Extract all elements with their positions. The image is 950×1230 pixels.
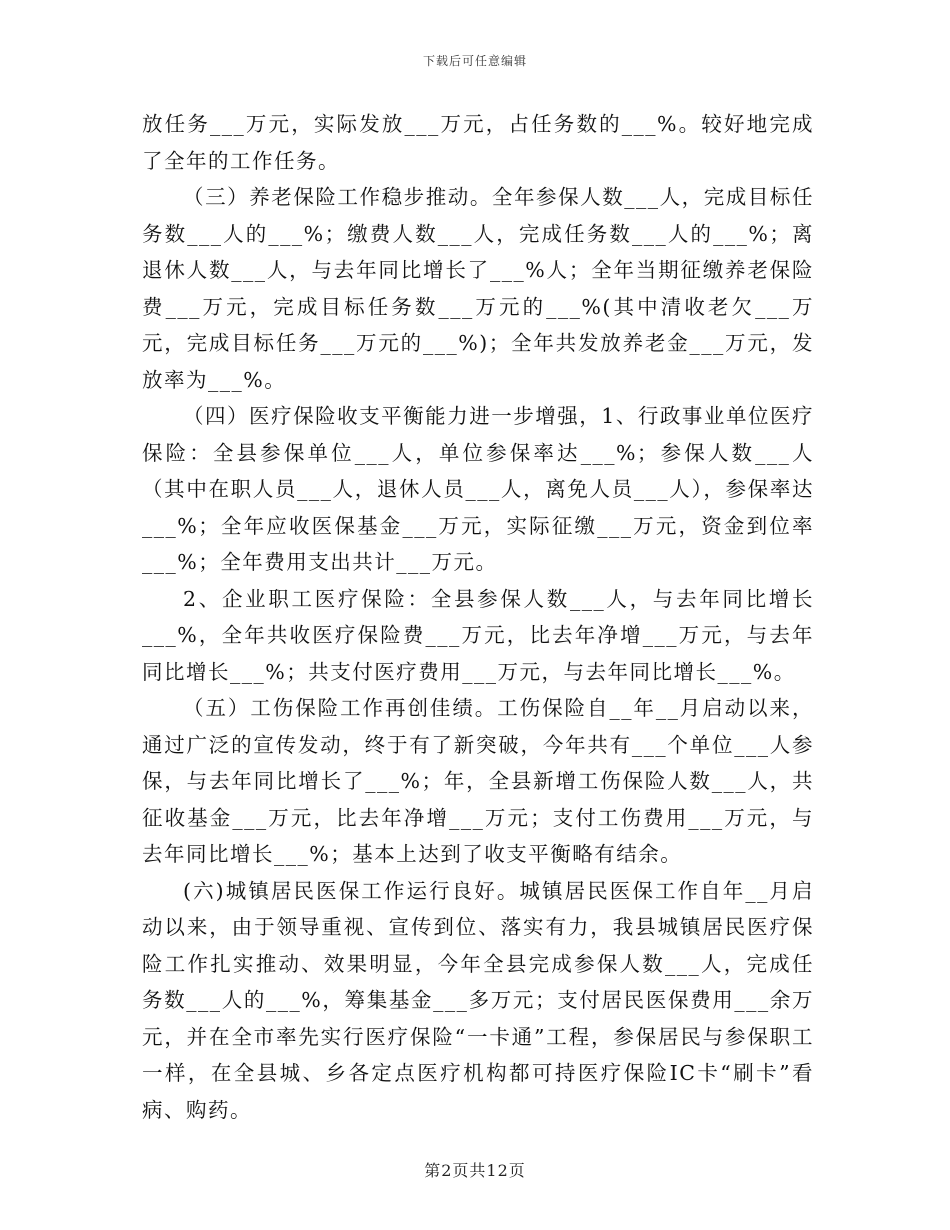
paragraph-medical-insurance: （四）医疗保险收支平衡能力进一步增强，1、行政事业单位医疗保险：全县参保单位___人，单位参保率达___%；参保人数___人（其中在职人员___人，退休人员___人，离免人员___人），参保率达___%；全年应收医保基金___万元，实际征缴___万元，资金到位率___%；全年费用支出共计___万元。 [142,404,814,574]
paragraph-work-injury-insurance: （五）工伤保险工作再创佳绩。工伤保险自__年__月启动以来，通过广泛的宣传发动，终于有了新突破，今年共有___个单位___人参保，与去年同比增长了___%；年，全县新增工伤保险人数___人，共征收基金___万元，比去年净增___万元；支付工伤费用___万元，与去年同比增长___%；基本上达到了收支平衡略有结余。 [142,696,814,866]
paragraph-continued: 放任务___万元，实际发放___万元，占任务数的___%。较好地完成了全年的工作任务。 [142,112,814,173]
paragraph-employee-medical-insurance: 2、企业职工医疗保险：全县参保人数___人，与去年同比增长___%，全年共收医疗保险费___万元，比去年净增___万元，与去年同比增长___%；共支付医疗费用___万元，与去年同比增长___%。 [142,586,814,684]
page-number-footer: 第2页共12页 [424,1161,526,1180]
paragraph-pension-insurance: （三）养老保险工作稳步推动。全年参保人数___人，完成目标任务数___人的___%；缴费人数___人，完成任务数___人的___%；离退休人数___人，与去年同比增长了___%人；全年当期征缴养老保险费___万元，完成目标任务数___万元的___%(其中清收老欠___万元，完成目标任务___万元的___%)；全年共发放养老金___万元，发放率为___%。 [142,185,814,392]
page-header: 下载后可任意编辑 [422,54,527,68]
body-text [142,106,814,1128]
paragraph-urban-resident-insurance: (六)城镇居民医保工作运行良好。城镇居民医保工作自年__月启动以来，由于领导重视、宣传到位、落实有力，我县城镇居民医疗保险工作扎实推动、效果明显，今年全县完成参保人数___人，完成任务数___人的___%，筹集基金___多万元；支付居民医保费用___余万元，并在全市率先实行医疗保险“一卡通”工程，参保居民与参保职工一样，在全县城、乡各定点医疗机构都可持医疗保险IC卡“刷卡”看病、购药。 [142,878,814,1122]
